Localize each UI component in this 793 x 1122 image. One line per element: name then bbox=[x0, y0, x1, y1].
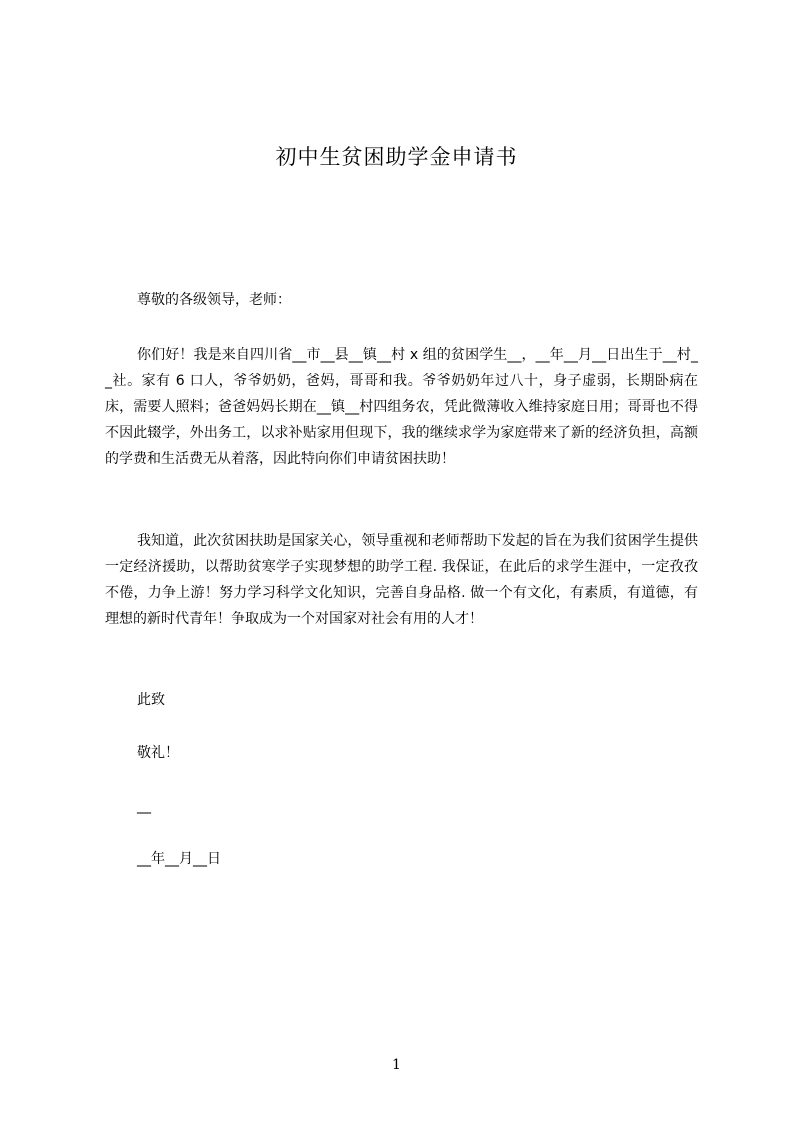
closing-salute: 敬礼！ bbox=[137, 745, 179, 761]
salutation: 尊敬的各级领导，老师： bbox=[137, 292, 291, 308]
signature-blank: __ bbox=[137, 798, 151, 814]
closing-line: 此致 bbox=[137, 692, 165, 708]
body-paragraph: 你们好！我是来自四川省__市__县__镇__村 x 组的贫困学生__，__年__月__日出生于__村__社。家有 6 口人，爷爷奶奶，爸妈，哥哥和我。爷爷奶奶年过八十，身子虚弱，长期卧病在床，需要人照料；爸爸妈妈长期在__镇__村四组务农，凭此微薄收入维持家庭日用；哥哥也不得不因此辍学，外出务工，以求补贴家用但现下，我的继续求学为家庭带来了新的经济负担，高额的学费和生活费无从着落，因此特向你们申请贫困扶助！ bbox=[105, 347, 698, 467]
body-paragraph: 我知道，此次贫困扶助是国家关心，领导重视和老师帮助下发起的旨在为我们贫困学生提供一定经济援助，以帮助贫寒学子实现梦想的助学工程. 我保证，在此后的求学生涯中，一定孜孜不倦，力争上游！努力学习科学文化知识，完善自身品格. 做一个有文化，有素质，有道德，有理想的新时代青年！争取成为一个对国家对社会有用的人才！ bbox=[105, 533, 698, 627]
document-title: 初中生贫困助学金申请书 bbox=[275, 145, 518, 169]
page-number: 1 bbox=[392, 1057, 401, 1073]
date-line: __年__月__日 bbox=[137, 851, 221, 867]
